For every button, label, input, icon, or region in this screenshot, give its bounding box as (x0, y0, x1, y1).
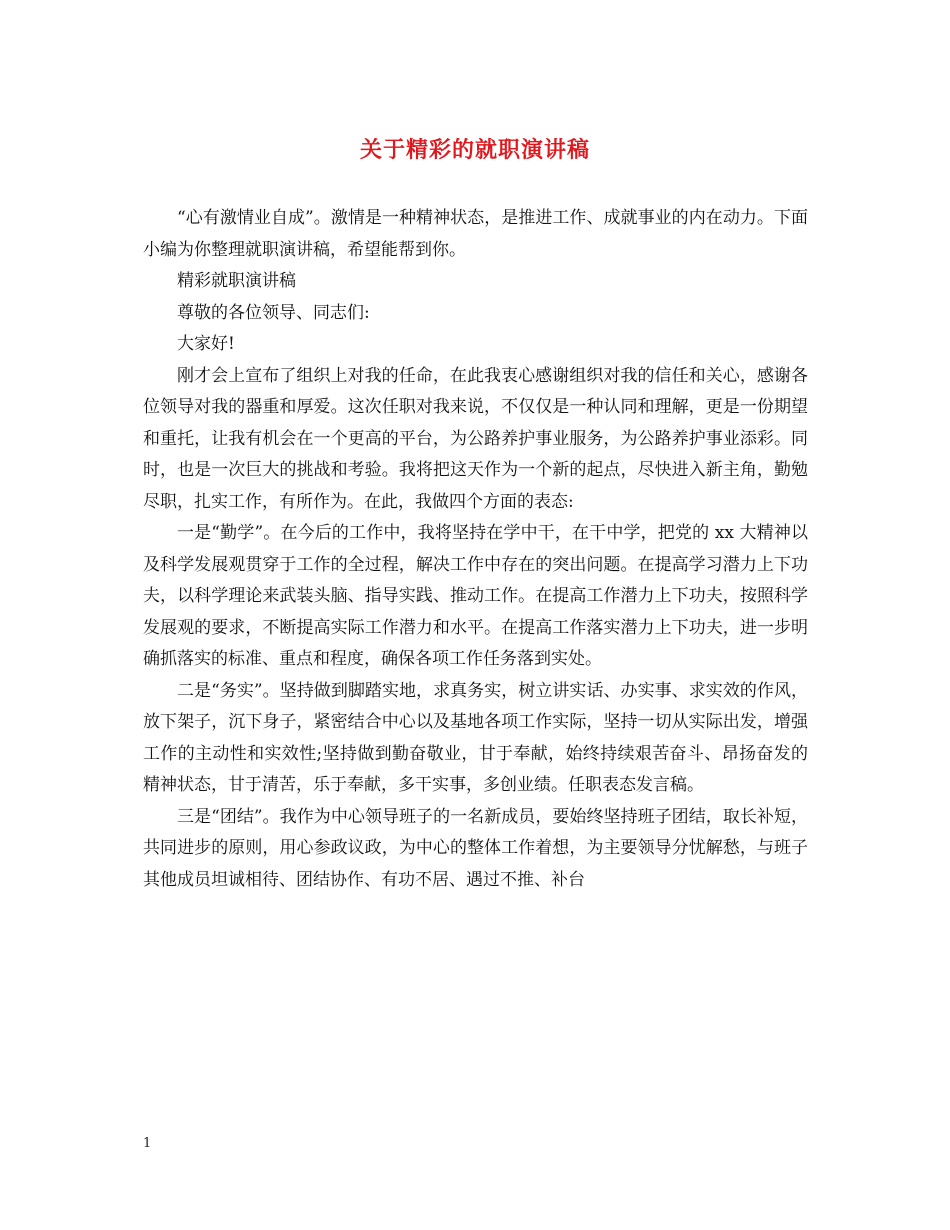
paragraph-subtitle: 精彩就职演讲稿 (177, 271, 296, 291)
page-number: 1 (143, 1136, 152, 1151)
paragraph-diligent-study: 一是“勤学”。在今后的工作中，我将坚持在学中干，在干中学，把党的 xx 大精神以及科学发展观贯穿于工作的全过程，解决工作中存在的突出问题。在提高学习潜力上下功夫，以科学理论来武装头脑、指导实践、推动工作。在提高工作潜力上下功夫，按照科学发展观的要求，不断提高实际工作潜力和水平。在提高工作落实潜力上下功夫，进一步明确抓落实的标准、重点和程度，确保各项工作任务落到实处。 (143, 523, 808, 669)
paragraph-greeting: 大家好! (177, 334, 235, 354)
paragraph-appointment: 刚才会上宣布了组织上对我的任命，在此我衷心感谢组织对我的信任和关心，感谢各位领导对我的器重和厚爱。这次任职对我来说，不仅仅是一种认同和理解，更是一份期望和重托，让我有机会在一个更高的平台，为公路养护事业服务，为公路养护事业添彩。同时，也是一次巨大的挑战和考验。我将把这天作为一个新的起点，尽快进入新主角，勤勉尽职，扎实工作，有所作为。在此，我做四个方面的表态: (143, 365, 808, 512)
paragraph-salutation: 尊敬的各位领导、同志们: (177, 302, 370, 323)
document-title: 关于精彩的就职演讲稿 (359, 137, 590, 163)
paragraph-unity: 三是“团结”。我作为中心领导班子的一名新成员，要始终坚持班子团结，取长补短，共同进步的原则，用心参政议政，为中心的整体工作着想，为主要领导分忧解愁，与班子其他成员坦诚相待、团结协作、有功不居、遇过不推、补台 (143, 806, 808, 890)
document-body (143, 203, 808, 896)
paragraph-pragmatic: 二是“务实”。坚持做到脚踏实地，求真务实，树立讲实话、办实事、求实效的作风，放下架子，沉下身子，紧密结合中心以及基地各项工作实际，坚持一切从实际出发，增强工作的主动性和实效性;坚持做到勤奋敬业，甘于奉献，始终持续艰苦奋斗、昂扬奋发的精神状态，甘于清苦，乐于奉献，多干实事，多创业绩。任职表态发言稿。 (143, 680, 808, 795)
paragraph-intro: “心有激情业自成”。激情是一种精神状态，是推进工作、成就事业的内在动力。下面小编为你整理就职演讲稿，希望能帮到你。 (143, 208, 808, 260)
